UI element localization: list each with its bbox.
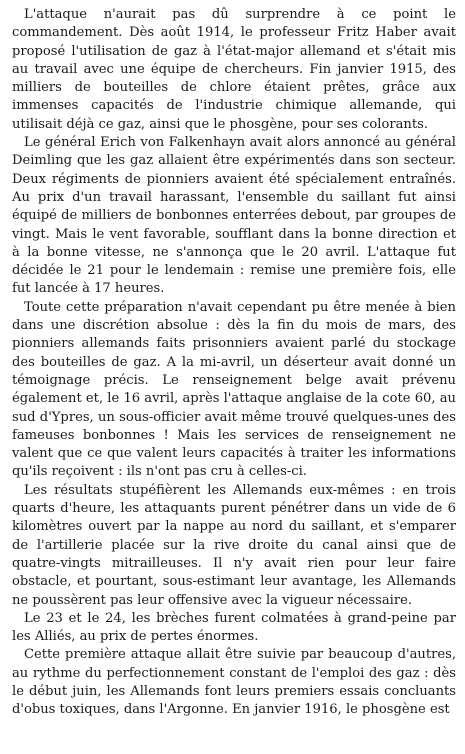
paragraph-4-text: Les résultats stupéfièrent les Allemands eux-mêmes : en trois quarts d'heure, les attaquants purent pénétrer dans un vide de 6 kilomètres ouvert par la nappe au nord du saillant, et s'emparer de l'artillerie placée sur la rive droite du canal ainsi que de quatre-vingts mitrailleuses. Il n'y avait rien pour leur faire obstacle, et pourtant, sous-estimant leur avantage, les Allemands ne poussèrent pas leur offensive avec la vigueur nécessaire.: [12, 482, 456, 608]
paragraph-4: [12, 482, 456, 610]
document-page: [12, 6, 456, 720]
paragraph-6-text: Cette première attaque allait être suivie par beaucoup d'autres, au rythme du perfectionnement constant de l'emploi des gaz : dès le début juin, les Allemands font leurs premiers essais concluants d'obus toxiques, dans l'Argonne. En janvier 1916, le phosgène est: [12, 647, 456, 718]
paragraph-3: [12, 299, 456, 482]
paragraph-3-text: Toute cette préparation n'avait cependant pu être menée à bien dans une discrétion absolue : dès la fin du mois de mars, des pionniers allemands faits prisonniers avaient parlé du stockage des bouteilles de gaz. A la mi-avril, un déserteur avait donné un témoignage précis. Le renseignement belge avait prévenu également et, le 16 avril, après l'attaque anglaise de la cote 60, au sud d'Ypres, un sous-officier avait même trouvé quelques-unes des fameuses bonbonnes ! Mais les services de renseignement ne valent que ce que valent leurs capacités à traiter les informations qu'ils reçoivent : ils n'ont pas cru à celles-ci.: [12, 299, 456, 480]
paragraph-1-text: L'attaque n'aurait pas dû surprendre à ce point le commandement. Dès août 1914, le professeur Fritz Haber avait proposé l'utilisation de gaz à l'état-major allemand et s'était mis au travail avec une équipe de chercheurs. Fin janvier 1915, des milliers de bouteilles de chlore étaient prêtes, grâce aux immenses capacités de l'industrie chimique allemande, qui utilisait déjà ce gaz, ainsi que le phosgène, pour ses colorants.: [12, 7, 456, 132]
paragraph-1: [12, 6, 456, 134]
paragraph-2: [12, 134, 456, 299]
paragraph-6: [12, 646, 456, 719]
paragraph-5-text: Le 23 et le 24, les brèches furent colmatées à grand-peine par les Alliés, au prix de pertes énormes.: [12, 610, 456, 645]
paragraph-2-text: Le général Erich von Falkenhayn avait alors annoncé au général Deimling que les gaz allaient être expérimentés dans son secteur. Deux régiments de pionniers avaient été spécialement entraînés. Au prix d'un travail harassant, l'ensemble du saillant fut ainsi équipé de milliers de bonbonnes enterrées debout, par groupes de vingt. Mais le vent favorable, soufflant dans la bonne direction et à la bonne vitesse, ne s'annonça que le 20 avril. L'attaque fut décidée le 21 pour le lendemain : remise une première fois, elle fut lancée à 17 heures.: [12, 135, 456, 297]
paragraph-5: [12, 610, 456, 647]
